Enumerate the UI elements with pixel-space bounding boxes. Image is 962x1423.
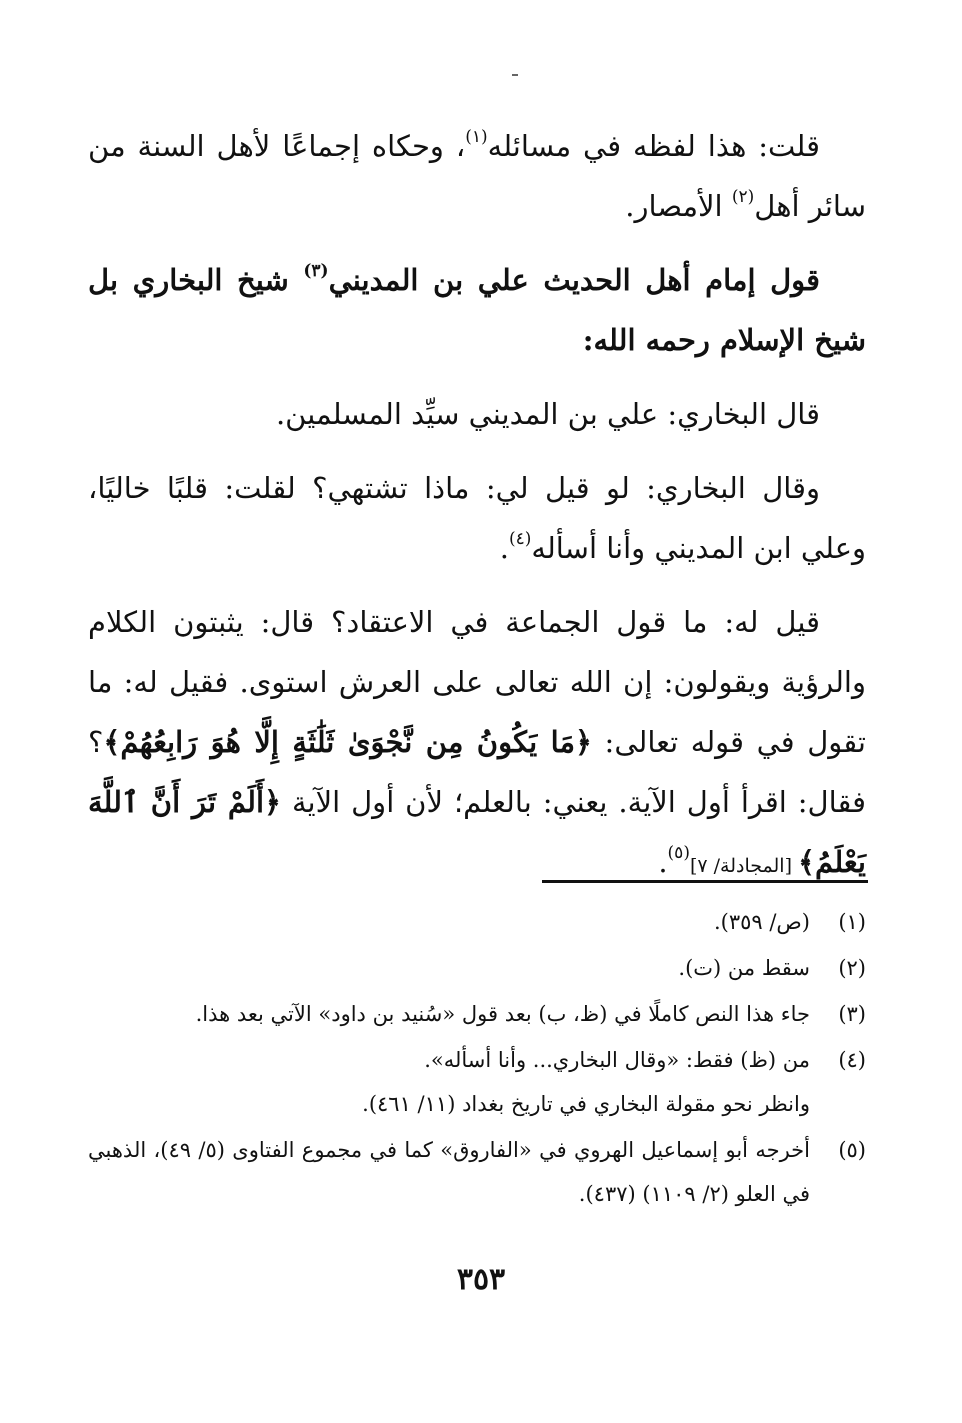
footnote-text: سقط من (ت). xyxy=(678,956,810,980)
footnote-ref-4: (٤) xyxy=(509,529,532,549)
footnote-number: (٥) xyxy=(838,1138,866,1162)
paragraph-1 xyxy=(88,116,866,236)
main-text xyxy=(88,116,866,910)
heading-text: شيخ البخاري بل شيخ الإسلام رحمه الله: xyxy=(88,263,866,357)
footnote-number: (٣) xyxy=(838,1002,866,1026)
page-number: ٣٥٣ xyxy=(456,1262,506,1297)
paragraph-text: وقال البخاري: لو قيل لي: ماذا تشتهي؟ لقلت: قلبًا خاليًا، وعلي ابن المديني وأنا أسأله xyxy=(88,471,866,565)
footnote-text: (ص/ ٣٥٩). xyxy=(713,910,810,934)
footnote-text: جاء هذا النص كاملًا في (ظ، ب) بعد قول «سُنيد بن داود» الآتي بعد هذا. xyxy=(195,1002,810,1026)
paragraph-text: قيل له: ما قول الجماعة في الاعتقاد؟ قال: يثبتون الكلام والرؤية ويقولون: إن الله تعالى على العرش استوى. فقيل له: ما تقول في قوله تعالى: xyxy=(88,605,866,759)
paragraph-text: الأمصار. xyxy=(625,189,732,223)
footnotes xyxy=(88,900,866,1218)
footnote-number: (١) xyxy=(838,910,866,934)
paragraph-4 xyxy=(88,592,866,896)
footnote-divider xyxy=(542,880,868,883)
footnote-4 xyxy=(88,1038,866,1126)
paragraph-3 xyxy=(88,458,866,578)
section-heading xyxy=(88,250,866,370)
heading-text: قول إمام أهل الحديث علي بن المديني xyxy=(328,263,820,297)
paragraph-text: قلت: هذا لفظه في مسائله xyxy=(487,129,821,163)
paragraph-2 xyxy=(88,384,866,444)
footnote-body xyxy=(88,1038,810,1126)
footnote-1 xyxy=(88,900,866,944)
footnote-ref-1: (١) xyxy=(465,127,488,147)
footnote-number: (٤) xyxy=(838,1048,866,1072)
footnote-2 xyxy=(88,946,866,990)
paragraph-text: قال البخاري: علي بن المديني سيِّد المسلمين. xyxy=(275,397,820,431)
quran-verse: ﴿أَلَمْ تَرَ أَنَّ ٱللَّهَ يَعْلَمُ﴾ xyxy=(88,785,866,879)
footnote-ref-3: (٣) xyxy=(303,261,329,281)
footnote-5 xyxy=(88,1128,866,1216)
footnote-text: أخرجه أبو إسماعيل الهروي في «الفاروق» كما في مجموع الفتاوى (٥/ ٤٩)، الذهبي في العلو (٢/ ١١٠٩) (٤٣٧). xyxy=(88,1138,810,1206)
footnote-text: من (ظ) فقط: «وقال البخاري... وأنا أسأله». xyxy=(424,1048,810,1072)
paragraph-text: ، وحكاه إجماعًا لأهل السنة من سائر أهل xyxy=(88,129,866,223)
paragraph-text: . xyxy=(499,531,509,565)
quran-verse: ﴿مَا يَكُونُ مِن نَّجْوَىٰ ثَلَٰثَةٍ إِلَّا هُوَ رَابِعُهُمْ﴾ xyxy=(103,725,592,759)
footnote-number: (٢) xyxy=(838,956,866,980)
footnote-text: وانظر نحو مقولة البخاري في تاريخ بغداد (١١/ ٤٦١). xyxy=(362,1092,810,1116)
top-mark xyxy=(512,74,518,76)
footnote-ref-2: (٢) xyxy=(731,187,755,207)
footnote-ref-5: (٥) xyxy=(667,843,690,863)
verse-reference: [المجادلة/ ٧] xyxy=(689,855,799,877)
footnote-3 xyxy=(88,992,866,1036)
paragraph-text: . xyxy=(658,845,668,879)
paragraph-text: ؟ فقال: اقرأ أول الآية. يعني: بالعلم؛ لأن أول الآية xyxy=(88,725,866,819)
